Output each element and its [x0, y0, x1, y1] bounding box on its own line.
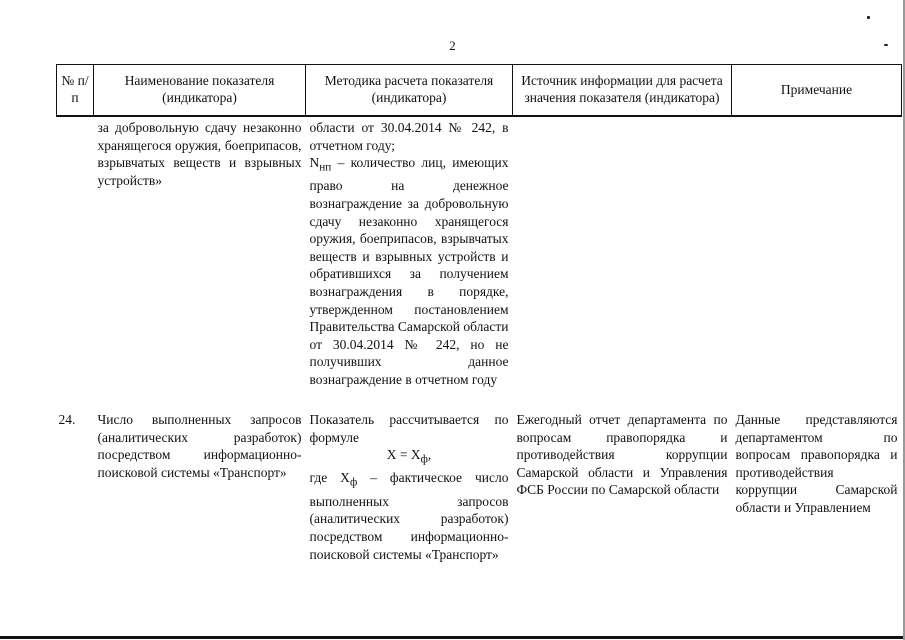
method-text: области от 30.04.2014 № 242, в отчетном году; — [309, 120, 509, 153]
header-num: № п/п — [57, 65, 94, 117]
method-text: – фактическое число выполненных запросов (аналитических разработок) посредством информационно-поисковой системы «Транспорт» — [309, 470, 509, 562]
formula-text: X = X — [386, 447, 421, 463]
calculation-method — [306, 409, 513, 563]
row-number: 24. — [58, 412, 76, 427]
page-number: 2 — [449, 38, 456, 53]
note — [732, 116, 902, 409]
formula-subscript: ф — [420, 453, 428, 466]
method-variable-subscript: нп — [319, 161, 332, 174]
table-header-row — [57, 65, 902, 117]
method-text: где X — [309, 470, 350, 486]
indicator-name: Число выполненных запросов (аналитических разработок) посредством информационно-поисковой системы «Транспорт» — [97, 412, 302, 480]
method-variable: N — [309, 155, 320, 171]
info-source — [513, 116, 732, 409]
scan-speck — [884, 44, 888, 46]
calculation-method — [306, 116, 513, 409]
indicator-name: за добровольную сдачу незаконно хранящегося оружия, боеприпасов, взрывчатых веществ и взрывных устройств» — [97, 120, 302, 188]
header-method: Методика расчета показателя (индикатора) — [306, 65, 513, 117]
table-row — [57, 116, 902, 409]
header-name: Наименование показателя (индикатора) — [94, 65, 306, 117]
method-text: – количество лиц, имеющих право на денежное вознаграждение за добровольную сдачу незаконно хранящегося оружия, боеприпасов, взрывчатых веществ и взрывных устройств и обратившихся за получением вознаграждения в порядке, утвержденном постановлением Правительства Самарской области от 30.04.2014 № 242, но не получивших данное вознаграждение в отчетном году — [309, 155, 509, 387]
row-number — [57, 116, 94, 409]
table-row — [57, 409, 902, 563]
method-text: Показатель рассчитывается по формуле — [309, 412, 509, 445]
header-source: Источник информации для расчета значения показателя (индикатора) — [513, 65, 732, 117]
formula-end: , — [427, 447, 432, 463]
info-source: Ежегодный отчет департамента по вопросам правопорядка и противодействия коррупции Самарской области и Управления ФСБ России по Самарской области — [516, 412, 728, 498]
note: Данные представляются департаментом по вопросам правопорядка и противодействия коррупции Самарской области и Управлением — [735, 412, 898, 515]
scan-speck — [867, 16, 870, 19]
method-variable-subscript: ф — [349, 477, 358, 490]
scan-bottom-edge — [0, 636, 905, 639]
indicator-table — [56, 64, 902, 563]
formula — [310, 446, 509, 469]
header-note: Примечание — [732, 65, 902, 117]
